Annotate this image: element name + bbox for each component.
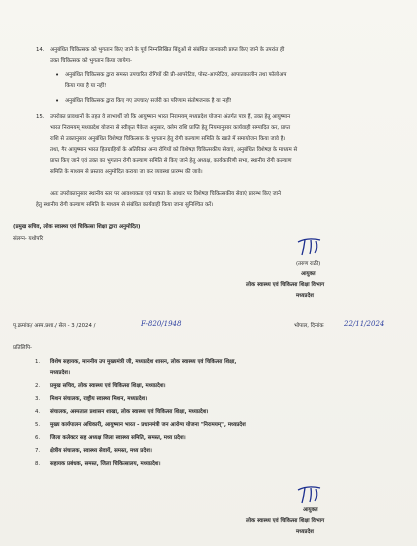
clause-14-line-1: अनुबंधित चिकित्सक को भुगतान किए जाने के पूर्व निम्नलिखित बिंदुओं से संबंधित जानकारी प्राप्त किए जाने के उपरांत ही: [50, 47, 285, 53]
copy-item: मिशन संचालक, राष्ट्रीय स्वास्थ्य मिशन, मध्यप्रदेश।: [50, 396, 148, 402]
instruction-line-2: हेतु स्थानीय रोगी कल्याण समिति के माध्यम से संबंधित कार्यवाही किया जाना सुनिश्चित करें।: [36, 202, 214, 208]
copy-item: जिला कलेक्टर सह अध्यक्ष जिला स्वास्थ्य समिति, समस्त, मध्य प्रदेश।: [50, 435, 186, 441]
copy-list-header: प्रतिलिपि-: [13, 345, 32, 351]
enclosure-note: संलग्न- यथोपरि: [13, 236, 44, 242]
reference-number: पृ.क्रमांक/ अस्प.प्रशा./ सेल - 3 /2024 /: [13, 323, 96, 329]
signatory-department: लोक स्वास्थ्य एवं चिकित्सा शिक्षा विभाग: [246, 282, 325, 288]
signatory-name: (तरुण राठी): [296, 261, 321, 267]
copy-item: विशेष सहायक, माननीय उप मुख्यमंत्री जी, मध्यप्रदेश शासन, लोक स्वास्थ्य एवं चिकित्सा शिक्षा,: [50, 359, 237, 365]
signature-image: [294, 484, 328, 506]
copy-item-number: 5.: [35, 422, 41, 428]
clause-14-bullet-1-line-2: किया गया है या नहीं!: [65, 83, 107, 89]
copy-item-number: 8.: [35, 461, 41, 467]
copy-item: सहायक प्रबंधक, समस्त, जिला चिकित्सालय, मध्यप्रदेश।: [50, 461, 161, 467]
reference-handwritten-number: F-820/1948: [141, 320, 182, 328]
copy-item: मुख्य कार्यपालन अधिकारी, आयुष्मान भारत - प्रधानमंत्री जन आरोग्य योजना "निरामयम्", मध्यप्रदेश: [50, 422, 246, 428]
copy-item-number: 1.: [35, 359, 41, 365]
reference-date-label: भोपाल, दिनांक: [294, 323, 324, 329]
clause-15-line-1: उपरोक्त प्रावधानों के तहत वे लाभार्थी जो कि आयुष्मान भारत निरामयम् मध्यप्रदेश योजना अंतर्गत पात्र हैं, उक्त हेतु आयुष्मान: [50, 114, 291, 120]
signatory-designation: आयुक्त: [301, 271, 316, 277]
copy-item-number: 6.: [35, 435, 41, 441]
clause-15-line-5: प्राप्त किए जाने एवं उक्त का भुगतान रोगी कल्याण समिति से किए जाने हेतु अध्यक्ष, कार्यकारिणी सभा, स्थानीय रोगी कल्याण: [50, 158, 292, 164]
signatory-department-2: लोक स्वास्थ्य एवं चिकित्सा शिक्षा विभाग: [246, 518, 325, 524]
copy-item: संचालक, अस्पताल प्रशासन शाखा, लोक स्वास्थ्य एवं चिकित्सा शिक्षा, मध्यप्रदेश।: [50, 409, 209, 415]
copy-item-number: 4.: [35, 409, 41, 415]
clause-15-line-2: भारत निरामयम् मध्यप्रदेश योजना से स्वीकृत पैकेज अनुसार, क्लेम राशि प्राप्ति हेतु नियमानुसार कार्यवाही सम्पादित कर, प्राप्त: [50, 125, 291, 131]
clause-14-number: 14.: [36, 47, 45, 53]
instruction-line-1: अतः उपरोक्तानुसार स्थानीय स्तर पर आवश्यकता एवं पात्रता के आधार पर विशेषज्ञ चिकित्सकीय सेवाएं प्रारम्भ किए जाने: [50, 191, 281, 197]
copy-item-number: 2.: [35, 383, 41, 389]
clause-15-number: 15.: [36, 114, 45, 120]
clause-14-line-2: उक्त चिकित्सक को भुगतान किया जायेगा-: [50, 58, 132, 64]
clause-15-line-6: समिति के माध्यम से प्रस्ताव अनुमोदित कराया जा कर व्यवस्था प्रारम्भ की जावे।: [50, 169, 203, 175]
signatory-place: मध्यप्रदेश: [296, 293, 314, 299]
copy-item-number: 7.: [35, 448, 41, 454]
signatory-designation-2: आयुक्त: [303, 507, 318, 513]
reference-date-value: 22/11/2024: [344, 320, 385, 328]
copy-item-continuation: मध्यप्रदेश।: [50, 370, 71, 376]
bullet-dot: •: [55, 71, 60, 79]
clause-14-bullet-1-line-1: अनुबंधित चिकित्सक द्वारा समस्त उपचारित रोगियों की प्री-आपरेटिव, पोस्ट-आपरेटिव, आपातकालीन तथा फॉलोअप: [65, 72, 287, 78]
signature-image: [294, 236, 328, 258]
approval-note: (प्रमुख सचिव, लोक स्वास्थ्य एवं चिकित्सा शिक्षा द्वारा अनुमोदित): [13, 224, 141, 230]
copy-item: प्रमुख सचिव, लोक स्वास्थ्य एवं चिकित्सा शिक्षा, मध्यप्रदेश।: [50, 383, 166, 389]
copy-item-number: 3.: [35, 396, 41, 402]
clause-15-line-3: राशि से उक्तानुसार अनुबंधित विशेषज्ञ चिकित्सक के भुगतान हेतु रोगी कल्याण समिति के खाते में समायोजन किया जावे है।: [50, 136, 286, 142]
bullet-dot: •: [55, 97, 60, 105]
signatory-place-2: मध्यप्रदेश: [296, 529, 314, 535]
clause-15-line-4: तथा, गैर आयुष्मान भारत हितग्राहियों के अतिरिक्त अन्य रोगियों को विशेषज्ञ चिकित्सकीय सेवाएं, अनुबंधित विशेषज्ञ के माध्यम से: [50, 147, 298, 153]
clause-14-bullet-2: अनुबंधित चिकित्सक द्वारा किए गए उपचार/ सर्जरी का परिणाम संतोषजनक है या नहीं!: [65, 98, 232, 104]
copy-item: क्षेत्रीय संचालक, स्वास्थ्य सेवायें, समस्त, मध्य प्रदेश।: [50, 448, 152, 454]
